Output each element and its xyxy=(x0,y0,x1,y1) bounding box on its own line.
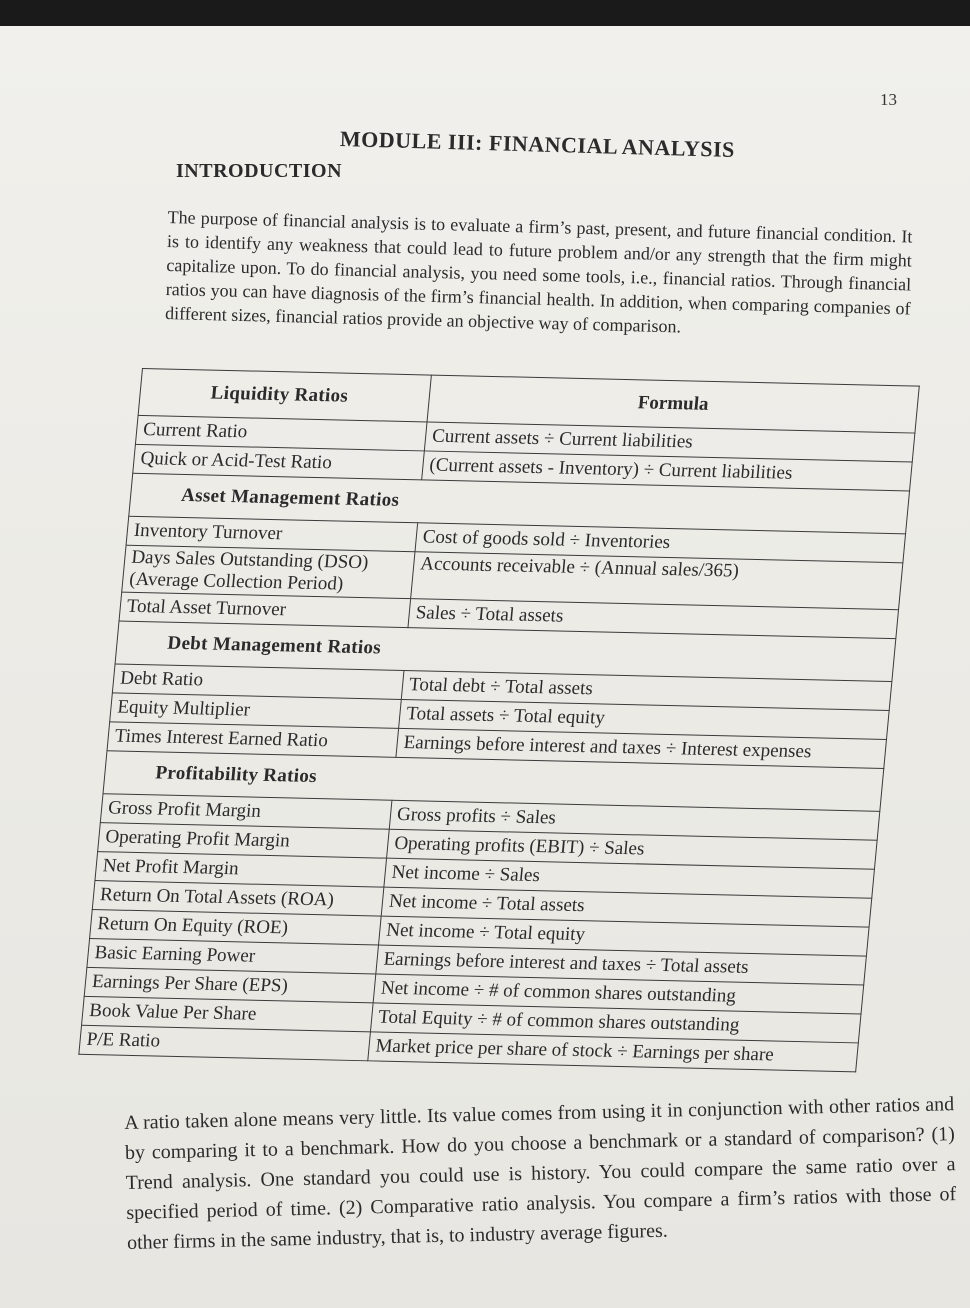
ratio-name-text: Times Interest Earned Ratio xyxy=(113,725,329,752)
ratio-formula: Operating profits (EBIT) ÷ Sales xyxy=(387,829,878,869)
ratio-name-text: Return On Total Assets (ROA) xyxy=(99,884,335,911)
ratio-formula: Accounts receivable ÷ (Annual sales/365) xyxy=(411,552,903,610)
table-section-title: Profitability Ratios xyxy=(103,751,884,812)
ratio-name-subtext: (Average Collection Period) xyxy=(128,568,345,595)
ratio-formula: Total debt ÷ Total assets xyxy=(401,671,892,711)
section-heading: INTRODUCTION xyxy=(176,160,343,182)
ratio-name-text: Gross Profit Margin xyxy=(107,797,262,822)
ratio-name-text: Book Value Per Share xyxy=(88,999,258,1025)
module-title: MODULE III: FINANCIAL ANALYSIS xyxy=(339,126,736,163)
ratio-formula: Earnings before interest and taxes ÷ Interest expenses xyxy=(396,728,887,768)
ratios-table xyxy=(78,368,920,1072)
ratio-name-text: Days Sales Outstanding (DSO) xyxy=(130,546,370,574)
ratio-name-text: Equity Multiplier xyxy=(116,696,251,721)
ratio-name-text: Operating Profit Margin xyxy=(104,826,291,852)
ratio-name-text: Current Ratio xyxy=(142,419,249,443)
ratio-name-text: Return On Equity (ROE) xyxy=(96,913,289,939)
ratio-name xyxy=(122,545,415,598)
intro-paragraph: The purpose of financial analysis is to evaluate a firm’s past, present, and future financial condition. It is to identify any weakness that could lead to future problem and/or any strength that the firm might capitalize upon. To do financial analysis, you need some tools, i.e., financial ratios. Through financial ratios you can have diagnosis of the firm’s financial health. In addition, when comparing companies of different sizes, financial ratios provide an objective way of comparison. xyxy=(164,206,913,337)
ratio-name-text: Total Asset Turnover xyxy=(125,595,287,621)
ratio-formula: Gross profits ÷ Sales xyxy=(389,800,880,840)
table-section-title: Asset Management Ratios xyxy=(129,473,910,534)
ratio-name-text: P/E Ratio xyxy=(85,1028,162,1052)
ratio-formula: Net income ÷ Sales xyxy=(384,858,875,898)
ratio-formula: Net income ÷ Total equity xyxy=(379,916,870,956)
ratio-formula: Cost of goods sold ÷ Inventories xyxy=(415,523,906,563)
table-header-liquidity: Liquidity Ratios xyxy=(138,369,431,422)
ratio-formula: Net income ÷ # of common shares outstanding xyxy=(373,974,864,1014)
ratios-table-wrapper xyxy=(78,368,920,1072)
table-header-formula: Formula xyxy=(427,375,919,433)
ratio-formula: Earnings before interest and taxes ÷ Total assets xyxy=(376,945,867,985)
ratio-name-text: Earnings Per Share (EPS) xyxy=(91,971,289,997)
ratio-name-text: Quick or Acid-Test Ratio xyxy=(139,448,333,474)
ratio-name-text: Debt Ratio xyxy=(119,667,205,691)
ratio-formula: Total Equity ÷ # of common shares outstanding xyxy=(370,1003,861,1043)
ratio-name-text: Net Profit Margin xyxy=(101,855,240,880)
ratio-name xyxy=(79,1025,371,1061)
ratio-formula: Market price per share of stock ÷ Earnings per share xyxy=(368,1032,859,1072)
page-number: 13 xyxy=(880,90,897,109)
ratio-formula: Current assets ÷ Current liabilities xyxy=(424,422,915,462)
closing-paragraph: A ratio taken alone means very little. Its value comes from using it in conjunction with other ratios and by comparing it to a benchmark. How do you choose a benchmark or a standard of comparison? (1) Trend analysis. One standard you could use is history. You could compare the same ratio over a specified period of time. (2) Comparative ratio analysis. You compare a firm’s ratios with those of other firms in the same industry, that is, to industry average figures. xyxy=(124,1093,957,1254)
ratio-formula: Total assets ÷ Total equity xyxy=(399,699,890,739)
ratio-formula: Sales ÷ Total assets xyxy=(408,599,899,639)
ratio-formula: Net income ÷ Total assets xyxy=(381,887,872,927)
ratio-name-text: Inventory Turnover xyxy=(132,519,284,545)
table-section-title: Debt Management Ratios xyxy=(115,621,896,682)
ratio-name-text: Basic Earning Power xyxy=(93,942,257,967)
ratio-formula: (Current assets - Inventory) ÷ Current liabilities xyxy=(422,451,913,491)
